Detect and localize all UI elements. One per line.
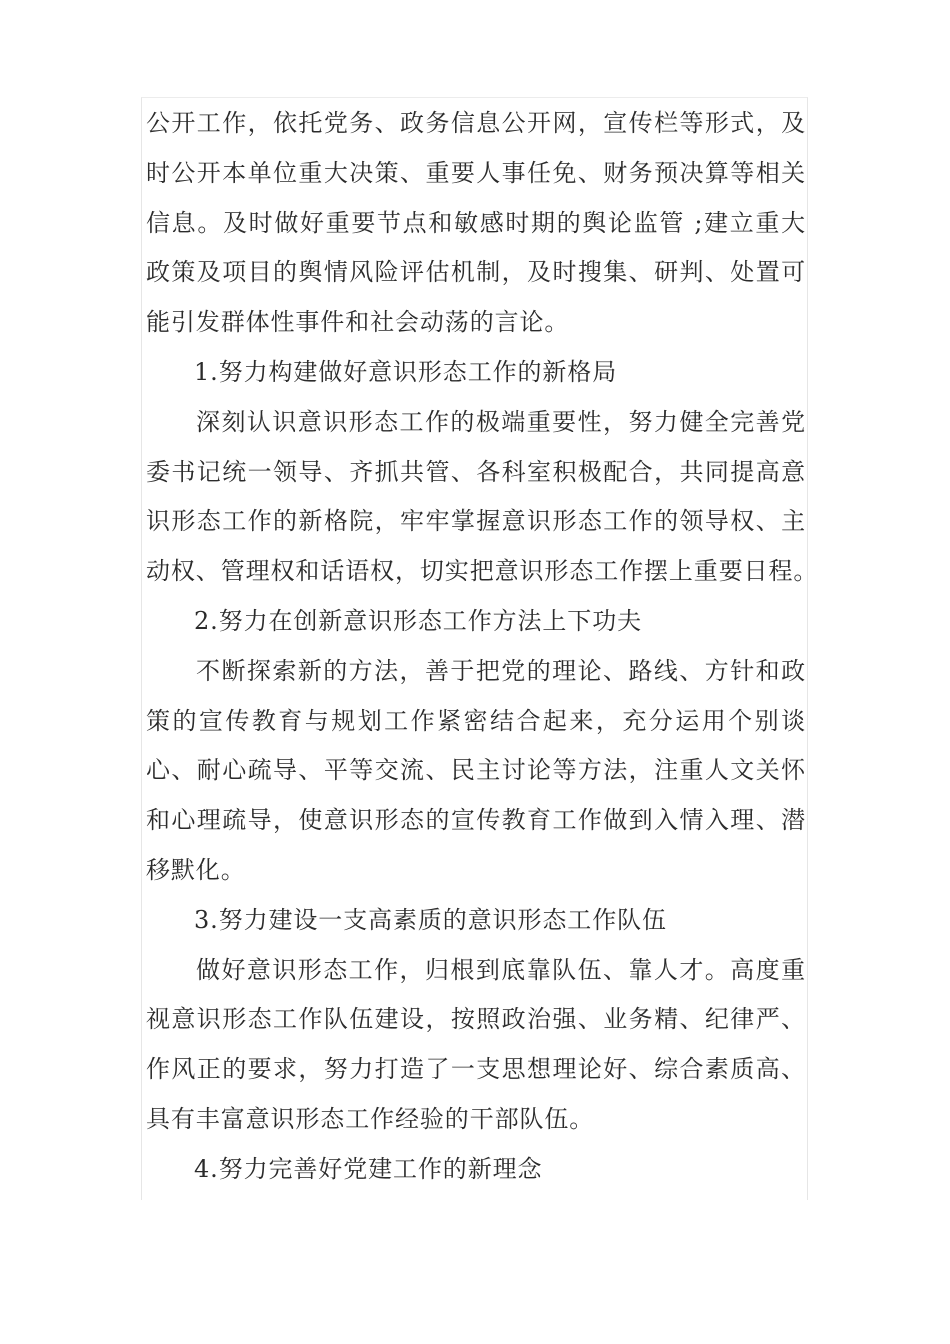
paragraph-line: 做好意识形态工作，归根到底靠队伍、靠人才。高度重 — [196, 955, 806, 984]
paragraph-line: 政策及项目的舆情风险评估机制，及时搜集、研判、处置可 — [146, 258, 806, 287]
document-body — [146, 99, 819, 1195]
paragraph-line: 信息。及时做好重要节点和敏感时期的舆论监管 ;建立重大 — [146, 208, 806, 237]
section-heading-2: 2.努力在创新意识形态工作方法上下功夫 — [194, 606, 642, 635]
paragraph-line: 视意识形态工作队伍建设，按照政治强、业务精、纪律严、 — [146, 1005, 806, 1034]
paragraph-line: 策的宣传教育与规划工作紧密结合起来，充分运用个别谈 — [146, 706, 806, 735]
section-heading-4: 4.努力完善好党建工作的新理念 — [194, 1154, 543, 1183]
paragraph-line: 和心理疏导，使意识形态的宣传教育工作做到入情入理、潜 — [146, 806, 806, 835]
section-heading-3: 3.努力建设一支高素质的意识形态工作队伍 — [194, 905, 667, 934]
paragraph-line: 不断探索新的方法，善于把党的理论、路线、方针和政 — [196, 656, 806, 685]
section-heading-1: 1.努力构建做好意识形态工作的新格局 — [194, 357, 618, 386]
paragraph-line: 委书记统一领导、齐抓共管、各科室积极配合，共同提高意 — [146, 457, 806, 486]
paragraph-line: 识形态工作的新格院，牢牢掌握意识形态工作的领导权、主 — [146, 507, 806, 536]
paragraph-line: 作风正的要求，努力打造了一支思想理论好、综合素质高、 — [146, 1055, 806, 1084]
paragraph-line: 时公开本单位重大决策、重要人事任免、财务预决算等相关 — [146, 158, 806, 187]
paragraph-line: 心、耐心疏导、平等交流、民主讨论等方法，注重人文关怀 — [146, 756, 806, 785]
paragraph-line: 公开工作，依托党务、政务信息公开网，宣传栏等形式，及 — [146, 109, 806, 137]
paragraph-line: 能引发群体性事件和社会动荡的言论。 — [146, 308, 570, 337]
paragraph-line: 动权、管理权和话语权，切实把意识形态工作摆上重要日程。 — [146, 557, 819, 586]
paragraph-line: 具有丰富意识形态工作经验的干部队伍。 — [146, 1104, 595, 1133]
paragraph-line: 深刻认识意识形态工作的极端重要性，努力健全完善党 — [196, 407, 806, 436]
paragraph-line: 移默化。 — [146, 855, 246, 884]
